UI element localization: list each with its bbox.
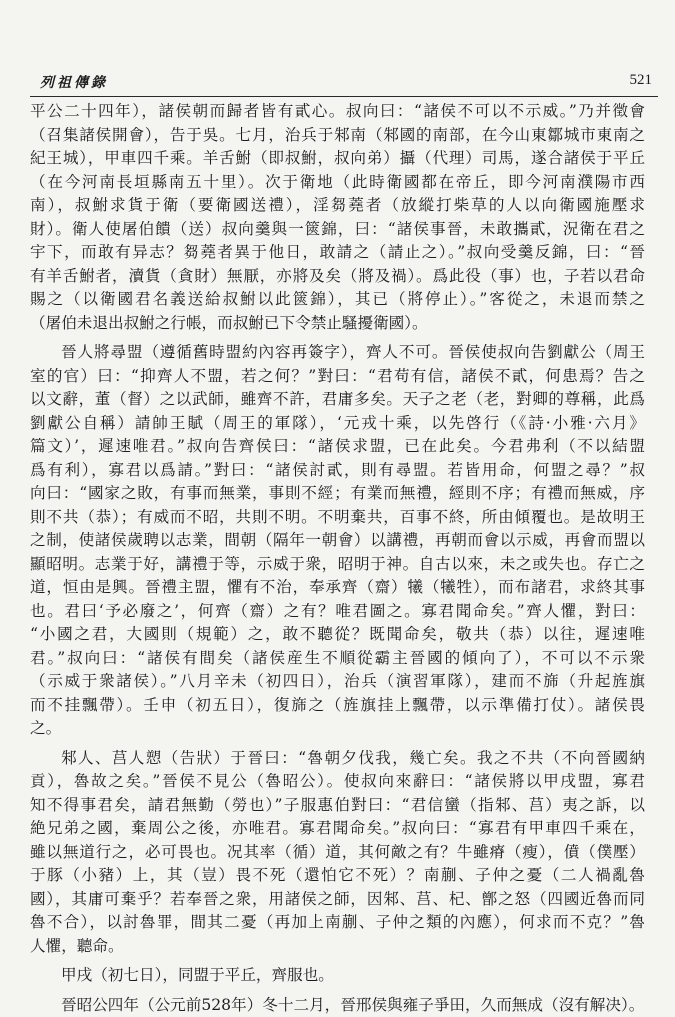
paragraph (30, 994, 645, 1017)
text-line: （示威于衆諸侯）。”八月辛未（初四日），治兵（演習軍隊），建而不旆（升起旌旗 (30, 670, 645, 694)
text-line: 劉獻公自稱）請帥王賦（周王的軍隊），‘元戎十乘，以先啓行（《詩·小雅·六月》 (30, 412, 645, 436)
paragraph (30, 747, 645, 959)
page-number: 521 (630, 72, 653, 89)
text-line: 邾人、莒人愬（告狀）于晉曰：“魯朝夕伐我，幾亡矣。我之不共（不向晉國納 (30, 747, 645, 771)
text-line: 篇文）’，遲速唯君。”叔向告齊侯曰：“諸侯求盟，已在此矣。今君弗利（不以結盟 (30, 435, 645, 459)
text-line: 魯不合），以討魯罪，間其二憂（再加上南蒯、子仲之類的內應），何求而不克？”魯 (30, 911, 645, 935)
paragraph (30, 964, 645, 988)
text-line: 賜之（以衛國君名義送給叔鮒以此篋錦），其已（將停止）。”客從之，未退而禁之 (30, 288, 645, 312)
running-title: 列祖傳錄 (40, 72, 108, 92)
text-line: 而不挂飄帶）。壬申（初五日），復旆之（旌旗挂上飄帶，以示準備打仗）。諸侯畏 (30, 694, 645, 718)
text-line: 晉人將尋盟（遵循舊時盟約內容再簽字），齊人不可。晉侯使叔向告劉獻公（周王 (30, 341, 645, 365)
text-line: 也。君曰‘予必廢之’，何齊（齋）之有？唯君圖之。寡君聞命矣。”齊人懼，對曰： (30, 600, 645, 624)
text-line: 貢），魯故之矣。”晉侯不見公（魯昭公）。使叔向來辭曰：“諸侯將以甲戌盟，寡君 (30, 770, 645, 794)
body-text (30, 100, 645, 1017)
text-line: 之制，使諸侯歲聘以志業，間朝（隔年一朝會）以講禮，再朝而會以示威，再會而盟以 (30, 529, 645, 553)
text-line: （在今河南長垣縣南五十里）。次于衛地（此時衛國都在帝丘，即今河南濮陽市西 (30, 171, 645, 195)
paragraph (30, 341, 645, 741)
text-line: 紀王城），甲車四千乘。羊舌鮒（即叔鮒，叔向弟）攝（代理）司馬，遂合諸侯于平丘 (30, 147, 645, 171)
paragraph (30, 100, 645, 335)
text-line: 晉昭公四年（公元前528年）冬十二月，晉邢侯與雍子爭田，久而無成（沒有解决）。 (30, 994, 645, 1017)
text-line: 財）。衛人使屠伯饋（送）叔向羹與一篋錦，曰：“諸侯事晉，未敢攜貳，況衛在君之 (30, 218, 645, 242)
text-line: “小國之君，大國則（規範）之，敢不聽從？既聞命矣，敬共（恭）以往，遲速唯 (30, 623, 645, 647)
text-line: 雖以無道行之，必可畏也。况其率（循）道，其何敵之有？牛雖瘠（瘦），僨（僕壓） (30, 841, 645, 865)
text-line: 有羊舌鮒者，瀆貨（貪財）無厭，亦將及矣（將及禍）。爲此役（事）也，子若以君命 (30, 265, 645, 289)
page-header (30, 66, 658, 97)
text-line: 則不共（恭）；有威而不昭，共則不明。不明棄共，百事不終，所由傾覆也。是故明王 (30, 506, 645, 530)
text-line: 爲有利），寡君以爲請。”對曰：“諸侯討貳，則有尋盟。若皆用命，何盟之尋？”叔 (30, 459, 645, 483)
text-line: 平公二十四年），諸侯朝而歸者皆有貳心。叔向曰：“諸侯不可以不示威。”乃并徵會 (30, 100, 645, 124)
text-line: （屠伯未退出叔鮒之行帳，而叔鮒已下令禁止騷擾衛國）。 (30, 312, 645, 336)
text-line: 宇下，而敢有异志？芻蕘者異于他日，敢請之（請止之）。”叔向受羹反錦，曰：“晉 (30, 241, 645, 265)
text-line: 南），叔鮒求貨于衛（要衛國送禮），淫芻蕘者（放縱打柴草的人以向衛國施壓求 (30, 194, 645, 218)
text-line: 之。 (30, 717, 645, 741)
text-line: 甲戌（初七日），同盟于平丘，齊服也。 (30, 964, 645, 988)
text-line: 君。”叔向曰：“諸侯有間矣（諸侯産生不順從霸主晉國的傾向了），不可以不示衆 (30, 647, 645, 671)
text-line: 顯昭明。志業于好，講禮于等，示威于衆，昭明于神。自古以來，未之或失也。存亡之 (30, 553, 645, 577)
text-line: 室的官）曰：“抑齊人不盟，若之何？”對曰：“君苟有信，諸侯不貳，何患焉？告之 (30, 365, 645, 389)
text-line: 道，恒由是興。晉禮主盟，懼有不治，奉承齊（齋）犧（犧牲），而布諸君，求終其事 (30, 576, 645, 600)
text-line: 國），其庸可棄乎？若奉晉之衆，用諸侯之師，因邾、莒、杞、鄫之怒（四國近魯而同 (30, 888, 645, 912)
text-line: 向曰：“國家之敗，有事而無業，事則不經；有業而無禮，經則不序；有禮而無威，序 (30, 482, 645, 506)
text-line: 絶兄弟之國，棄周公之後，亦唯君。寡君聞命矣。”叔向曰：“寡君有甲車四千乘在， (30, 817, 645, 841)
text-line: 人懼，聽命。 (30, 935, 645, 959)
text-line: 于豚（小豬）上，其（豈）畏不死（還怕它不死）？南蒯、子仲之憂（二人禍亂魯 (30, 864, 645, 888)
text-line: 以文辭，董（督）之以武師，雖齊不許，君庸多矣。天子之老（老，對卿的尊稱，此爲 (30, 388, 645, 412)
text-line: （召集諸侯開會），告于吳。七月，治兵于邾南（邾國的南部，在今山東鄒城市東南之 (30, 124, 645, 148)
text-line: 知不得事君矣，請君無勤（勞也）”子服惠伯對曰：“君信蠻（指邾、莒）夷之訴，以 (30, 794, 645, 818)
